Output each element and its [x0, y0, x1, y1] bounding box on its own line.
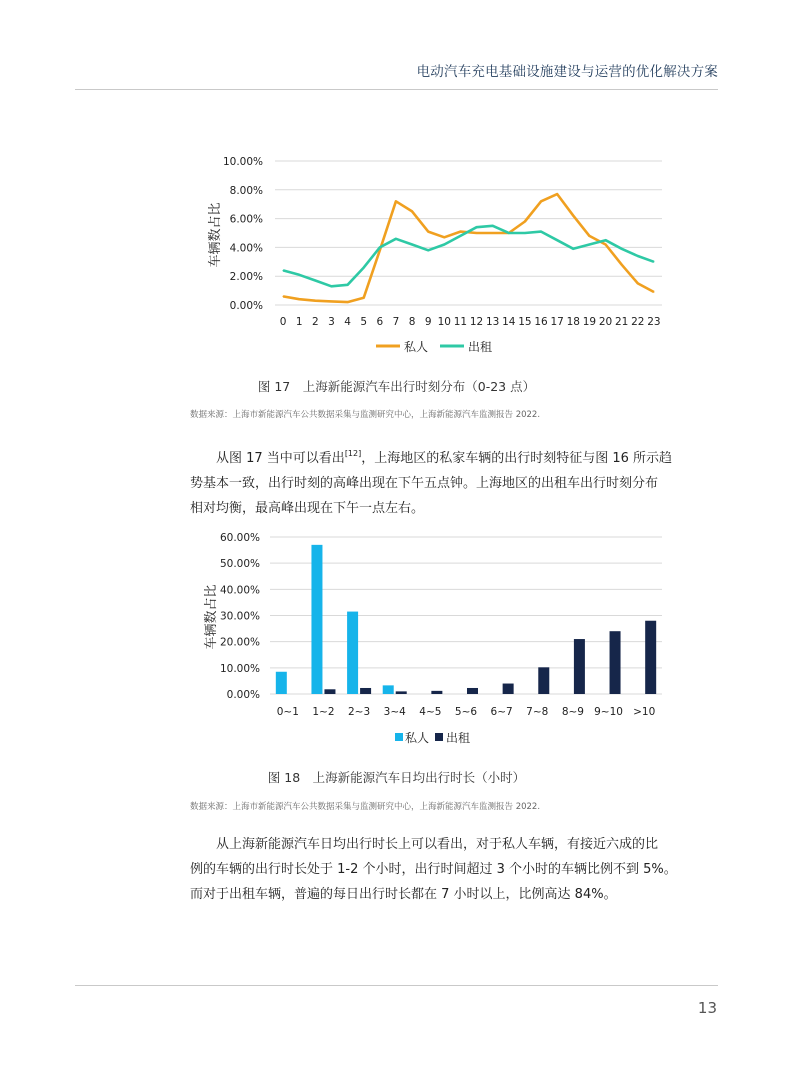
- paragraph1-line2: 势基本一致，出行时刻的高峰出现在下午五点钟。上海地区的出租车出行时刻分布: [190, 476, 659, 491]
- header-title: 电动汽车充电基础设施建设与运营的优化解决方案: [416, 64, 718, 80]
- bar-private: [347, 612, 358, 694]
- y-tick-label: 2.00%: [229, 271, 263, 284]
- paragraph1-line1-after: ，上海地区的私家车辆的出行时刻特征与图 16 所示趋: [361, 451, 673, 466]
- paragraph-figure18-analysis: [190, 832, 695, 907]
- x-tick-label: 6~7: [490, 706, 513, 718]
- y-tick-label: 4.00%: [229, 242, 263, 255]
- figure18-source: 数据来源：上海市新能源汽车公共数据采集与监测研究中心，上海新能源汽车监测报告 2022.: [190, 802, 541, 812]
- figure18-gridlines: [270, 537, 662, 694]
- data-point: [282, 296, 283, 297]
- bar-taxi: [503, 684, 514, 694]
- data-point: [395, 201, 396, 202]
- legend-label-private: 私人: [404, 340, 429, 354]
- x-tick-label: 7: [392, 316, 400, 328]
- figure18-bars: [276, 545, 656, 694]
- bar-taxi: [431, 691, 442, 694]
- data-point: [299, 299, 300, 300]
- x-tick-label: 17: [550, 316, 564, 328]
- bar-taxi: [610, 631, 621, 694]
- series-line-taxi: [283, 226, 654, 286]
- x-tick-label: 11: [453, 316, 468, 328]
- y-tick-label: 0.00%: [229, 300, 263, 312]
- data-point: [476, 232, 477, 233]
- data-point: [589, 244, 590, 245]
- figure18-caption: 图 18 上海新能源汽车日均出行时长（小时）: [267, 770, 526, 785]
- data-point: [282, 270, 283, 271]
- x-tick-label: 4~5: [419, 706, 442, 718]
- x-tick-label: 8~9: [561, 706, 584, 718]
- data-point: [621, 264, 622, 265]
- bar-taxi: [645, 621, 656, 694]
- data-point: [508, 232, 509, 233]
- x-tick-label: 1~2: [312, 706, 335, 718]
- x-tick-label: 2: [311, 316, 319, 328]
- data-point: [428, 250, 429, 251]
- x-tick-label: 1: [295, 316, 303, 328]
- x-tick-label: 5: [360, 316, 368, 328]
- data-point: [363, 297, 364, 298]
- legend-label-taxi: 出租: [468, 340, 493, 354]
- page-number: 13: [697, 999, 717, 1017]
- y-tick-label: 60.00%: [219, 532, 260, 544]
- data-point: [460, 235, 461, 236]
- x-tick-label: 7~8: [526, 706, 549, 718]
- x-tick-label: 9: [424, 316, 432, 328]
- data-point: [573, 248, 574, 249]
- figure17-x-tick-labels: [280, 316, 661, 328]
- bar-private: [383, 685, 394, 694]
- x-tick-label: 0: [279, 316, 287, 328]
- x-tick-label: 0~1: [276, 706, 299, 718]
- data-point: [315, 280, 316, 281]
- bar-private: [311, 545, 322, 694]
- data-point: [395, 238, 396, 239]
- data-point: [637, 255, 638, 256]
- x-tick-label: 3~4: [383, 706, 406, 718]
- x-tick-label: 14: [502, 316, 516, 328]
- x-tick-label: 10: [437, 316, 451, 328]
- legend-swatch-taxi: [435, 733, 443, 741]
- x-tick-label: 19: [582, 316, 597, 328]
- data-point: [540, 231, 541, 232]
- data-point: [444, 237, 445, 238]
- x-tick-label: 23: [647, 316, 661, 328]
- data-point: [331, 286, 332, 287]
- citation-marker: [12]: [344, 449, 362, 458]
- figure17-y-tick-labels: [223, 156, 263, 312]
- paragraph-figure17-analysis: [190, 441, 695, 521]
- data-point: [299, 274, 300, 275]
- figure18-legend: [395, 730, 470, 745]
- paragraph2-line2: 例的车辆的出行时长处于 1-2 个小时，出行时间超过 3 个小时的车辆比例不到 5%。: [190, 862, 677, 877]
- x-tick-label: 6: [376, 316, 384, 328]
- figure17-legend: [376, 339, 492, 354]
- figure18-y-tick-labels: [220, 532, 260, 701]
- data-point: [492, 225, 493, 226]
- data-point: [621, 248, 622, 249]
- y-tick-label: 50.00%: [219, 558, 260, 571]
- data-point: [411, 244, 412, 245]
- data-point: [347, 284, 348, 285]
- y-tick-label: 10.00%: [222, 156, 263, 168]
- y-tick-label: 20.00%: [219, 636, 260, 649]
- data-point: [444, 244, 445, 245]
- legend-label-private: 私人: [405, 731, 430, 745]
- x-tick-label: 12: [469, 316, 484, 328]
- figure17-line-chart: [0, 140, 793, 370]
- data-point: [363, 267, 364, 268]
- bar-taxi: [538, 667, 549, 694]
- x-tick-label: 2~3: [348, 706, 371, 718]
- data-point: [540, 201, 541, 202]
- data-point: [605, 244, 606, 245]
- header-divider: [75, 89, 718, 90]
- x-tick-label: 16: [534, 316, 548, 328]
- data-point: [524, 232, 525, 233]
- data-point: [557, 194, 558, 195]
- bar-taxi: [467, 688, 478, 694]
- x-tick-label: 20: [598, 316, 613, 328]
- legend-swatch-private: [395, 733, 403, 741]
- y-tick-label: 30.00%: [219, 610, 260, 623]
- bar-taxi: [396, 691, 407, 694]
- data-point: [605, 240, 606, 241]
- figure17-series-lines: [282, 194, 654, 303]
- y-tick-label: 0.00%: [226, 689, 260, 701]
- data-point: [347, 302, 348, 303]
- data-point: [315, 300, 316, 301]
- y-tick-label: 10.00%: [219, 662, 260, 675]
- data-point: [492, 232, 493, 233]
- data-point: [460, 231, 461, 232]
- x-tick-label: 21: [615, 316, 629, 328]
- data-point: [653, 291, 654, 292]
- data-point: [589, 235, 590, 236]
- data-point: [411, 211, 412, 212]
- x-tick-label: 3: [328, 316, 335, 328]
- bar-taxi: [360, 688, 371, 694]
- x-tick-label: 22: [631, 316, 645, 328]
- data-point: [653, 261, 654, 262]
- data-point: [476, 227, 477, 228]
- footer-divider: [75, 985, 718, 986]
- data-point: [573, 215, 574, 216]
- figure18-bar-chart: [0, 525, 793, 755]
- figure18-x-tick-labels: [277, 706, 656, 718]
- x-tick-label: 9~10: [594, 706, 623, 718]
- figure17-y-axis-label: 车辆数占比: [208, 202, 223, 268]
- paragraph2-line1: 从上海新能源汽车日均出行时长上可以看出，对于私人车辆，有接近六成的比: [216, 837, 659, 852]
- y-tick-label: 40.00%: [219, 584, 260, 597]
- x-tick-label: >10: [633, 706, 656, 718]
- bar-taxi: [324, 689, 335, 694]
- bar-taxi: [574, 639, 585, 694]
- y-tick-label: 6.00%: [229, 213, 263, 226]
- data-point: [557, 240, 558, 241]
- x-tick-label: 13: [486, 316, 500, 328]
- data-point: [428, 231, 429, 232]
- x-tick-label: 18: [566, 316, 580, 328]
- paragraph1-line3: 相对均衡，最高峰出现在下午一点左右。: [190, 501, 425, 516]
- figure17-caption: 图 17 上海新能源汽车出行时刻分布（0-23 点）: [257, 379, 536, 394]
- legend-label-taxi: 出租: [446, 731, 471, 745]
- data-point: [331, 301, 332, 302]
- x-tick-label: 8: [408, 316, 416, 328]
- y-tick-label: 8.00%: [229, 184, 263, 197]
- x-tick-label: 15: [518, 316, 532, 328]
- data-point: [637, 283, 638, 284]
- bar-private: [276, 672, 287, 694]
- data-point: [524, 221, 525, 222]
- paragraph2-line3: 而对于出租车辆，普遍的每日出行时长都在 7 小时以上，比例高达 84%。: [190, 887, 617, 902]
- figure18-y-axis-label: 车辆数占比: [204, 584, 219, 650]
- figure17-source: 数据来源：上海市新能源汽车公共数据采集与监测研究中心，上海新能源汽车监测报告 2022.: [190, 410, 541, 420]
- paragraph1-line1-before: 从图 17 当中可以看出: [216, 451, 345, 466]
- data-point: [379, 247, 380, 248]
- x-tick-label: 5~6: [454, 706, 478, 718]
- x-tick-label: 4: [344, 316, 351, 328]
